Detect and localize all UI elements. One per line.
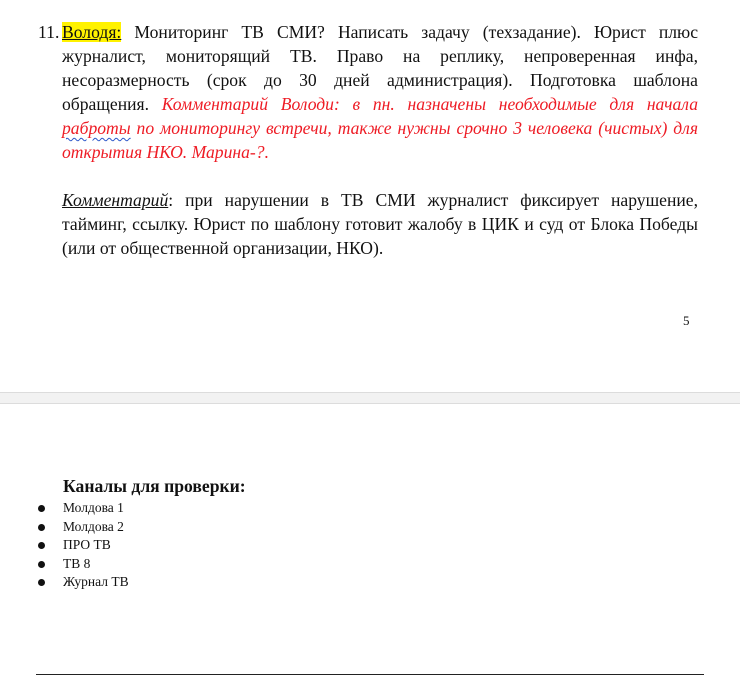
comment-label: Комментарий — [62, 190, 169, 210]
item-number: 11. — [38, 22, 60, 42]
document-page-bottom — [0, 404, 740, 614]
channel-name: Молдова 1 — [63, 500, 124, 515]
list-item — [0, 499, 129, 518]
channel-name: ПРО ТВ — [63, 537, 111, 552]
list-item — [0, 555, 129, 574]
bullet-icon — [38, 542, 45, 549]
comment-paragraph — [62, 188, 698, 260]
comment-text: : при нарушении в ТВ СМИ журналист фиксирует нарушение, тайминг, ссылку. Юрист по шаблону готовит жалобу в ЦИК и суд от Блока Победы (или от общественной организации, НКО). — [62, 190, 698, 258]
list-item — [0, 536, 129, 555]
list-item — [0, 518, 129, 537]
red-comment-text-2: по мониторингу встречи, также нужны срочно 3 человека (чистых) для открытия НКО. Марина-?. — [62, 118, 698, 162]
channel-name: ТВ 8 — [63, 555, 91, 571]
bullet-icon — [38, 561, 45, 568]
bullet-icon — [38, 579, 45, 586]
channel-name: Молдова 2 — [63, 518, 124, 534]
red-comment-text-1: Комментарий Володи: в пн. назначены необходимые для начала — [161, 94, 698, 114]
misspelled-word[interactable]: раброты — [62, 118, 131, 138]
list-item — [0, 573, 129, 592]
page-break — [0, 392, 740, 404]
item-text: Мониторинг ТВ СМИ? Написать задачу (техзадание). Юрист плюс журналист, мониторящий ТВ. Право на реплику, непроверенная инфа, несоразмерность (срок до 30 дней администрация). Подготовка шаблона обращения. — [62, 22, 698, 114]
channel-list — [0, 499, 129, 592]
channels-title: Каналы для проверки: — [63, 476, 246, 496]
highlighted-name: Володя: — [62, 22, 122, 42]
channel-name: Журнал ТВ — [63, 574, 129, 589]
bullet-icon — [38, 505, 45, 512]
agenda-item-11 — [38, 20, 698, 260]
bullet-icon — [38, 524, 45, 531]
page-number: 5 — [683, 313, 690, 328]
item-body — [62, 20, 698, 260]
